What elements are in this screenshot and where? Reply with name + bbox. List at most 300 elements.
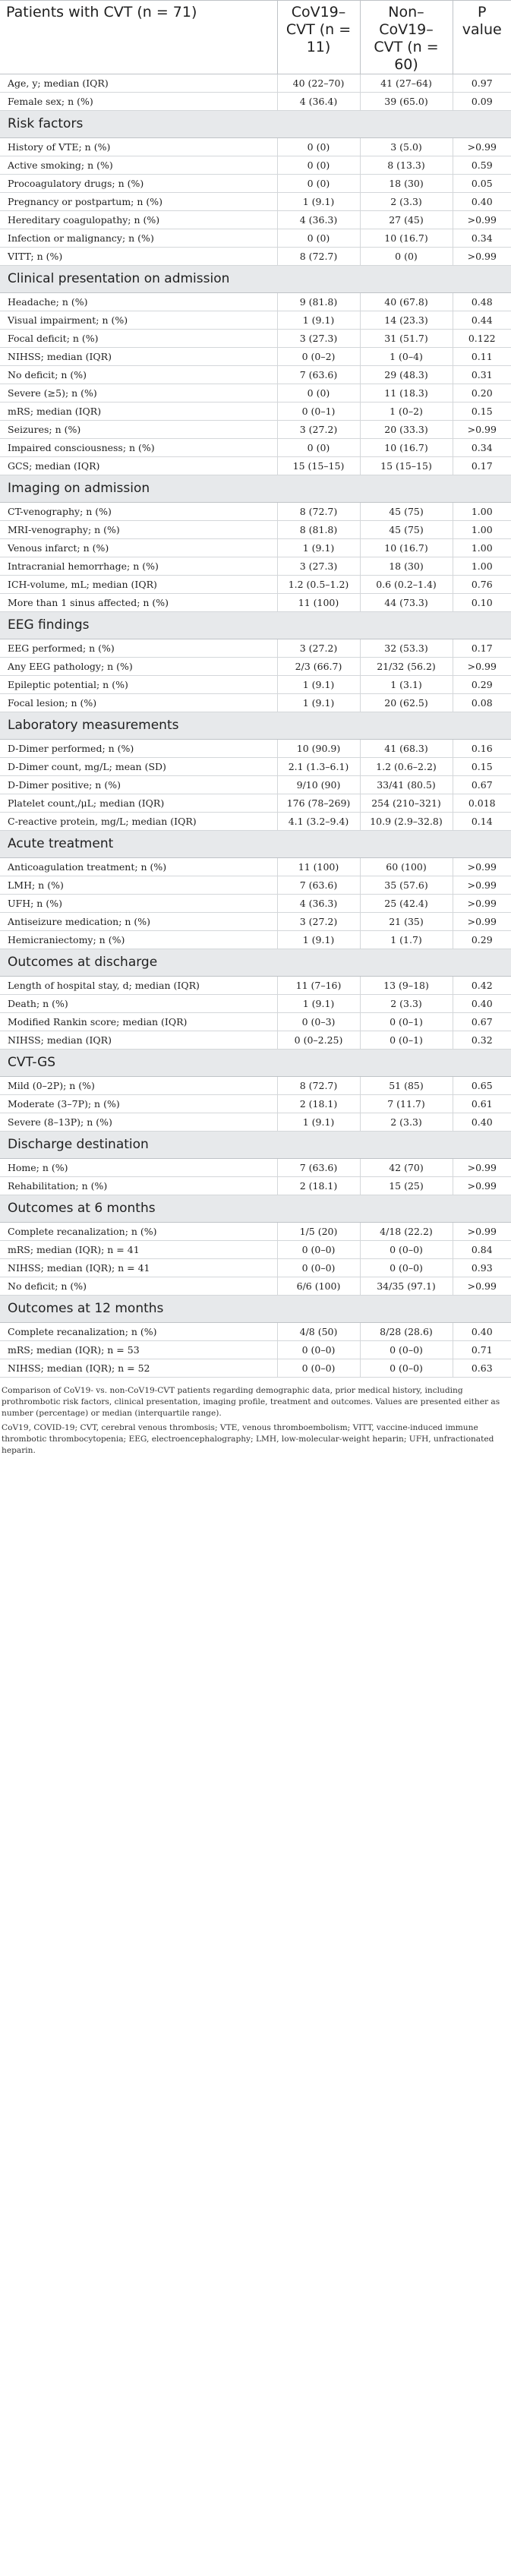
p-value: >0.99 <box>453 658 511 676</box>
p-value: 0.29 <box>453 676 511 694</box>
row-label: Focal deficit; n (%) <box>0 330 277 348</box>
non-cov19-cvt-value: 20 (33.3) <box>360 421 453 439</box>
cov19-cvt-value: 0 (0) <box>277 384 360 402</box>
cov19-cvt-value: 6/6 (100) <box>277 1277 360 1296</box>
p-value: 0.67 <box>453 776 511 794</box>
row-label: Procoagulatory drugs; n (%) <box>0 175 277 193</box>
p-value: 0.71 <box>453 1341 511 1359</box>
cov19-cvt-value: 0 (0) <box>277 175 360 193</box>
cov19-cvt-value: 1 (9.1) <box>277 311 360 330</box>
row-label: D-Dimer count, mg/L; mean (SD) <box>0 758 277 776</box>
table-row <box>0 1077 511 1095</box>
p-value: >0.99 <box>453 876 511 895</box>
non-cov19-cvt-value: 8 (13.3) <box>360 156 453 175</box>
non-cov19-cvt-value: 31 (51.7) <box>360 330 453 348</box>
p-value: 0.09 <box>453 93 511 111</box>
non-cov19-cvt-value: 8/28 (28.6) <box>360 1323 453 1341</box>
non-cov19-cvt-value: 0 (0) <box>360 248 453 266</box>
section-header-row <box>0 712 511 740</box>
p-value: 0.40 <box>453 1113 511 1132</box>
p-value: 0.11 <box>453 348 511 366</box>
table-row <box>0 1277 511 1296</box>
p-value: >0.99 <box>453 1223 511 1241</box>
row-label: Antiseizure medication; n (%) <box>0 913 277 931</box>
non-cov19-cvt-value: 21 (35) <box>360 913 453 931</box>
row-label: Intracranial hemorrhage; n (%) <box>0 557 277 576</box>
row-label: Length of hospital stay, d; median (IQR) <box>0 977 277 995</box>
p-value: 0.018 <box>453 794 511 813</box>
p-value: 0.34 <box>453 229 511 248</box>
cov19-cvt-value: 10 (90.9) <box>277 740 360 758</box>
cov19-cvt-value: 3 (27.2) <box>277 421 360 439</box>
row-label: Home; n (%) <box>0 1159 277 1177</box>
table-row <box>0 876 511 895</box>
header-cov19-cvt: CoV19–CVT (n = 11) <box>277 1 360 74</box>
table-row <box>0 1031 511 1050</box>
cov19-cvt-value: 4.1 (3.2–9.4) <box>277 813 360 831</box>
non-cov19-cvt-value: 20 (62.5) <box>360 694 453 712</box>
non-cov19-cvt-value: 14 (23.3) <box>360 311 453 330</box>
non-cov19-cvt-value: 45 (75) <box>360 503 453 521</box>
p-value: >0.99 <box>453 895 511 913</box>
table-row <box>0 421 511 439</box>
non-cov19-cvt-value: 2 (3.3) <box>360 1113 453 1132</box>
table-row <box>0 193 511 211</box>
non-cov19-cvt-value: 0 (0–1) <box>360 1013 453 1031</box>
table-row <box>0 521 511 539</box>
p-value: 0.17 <box>453 457 511 475</box>
cov19-cvt-value: 1 (9.1) <box>277 694 360 712</box>
non-cov19-cvt-value: 2 (3.3) <box>360 193 453 211</box>
p-value: 0.40 <box>453 193 511 211</box>
non-cov19-cvt-value: 3 (5.0) <box>360 138 453 156</box>
p-value: >0.99 <box>453 248 511 266</box>
non-cov19-cvt-value: 13 (9–18) <box>360 977 453 995</box>
p-value: 1.00 <box>453 539 511 557</box>
p-value: 0.40 <box>453 995 511 1013</box>
p-value: 0.67 <box>453 1013 511 1031</box>
p-value: >0.99 <box>453 858 511 876</box>
non-cov19-cvt-value: 2 (3.3) <box>360 995 453 1013</box>
p-value: 0.05 <box>453 175 511 193</box>
p-value: 0.16 <box>453 740 511 758</box>
non-cov19-cvt-value: 15 (15–15) <box>360 457 453 475</box>
table-row <box>0 457 511 475</box>
p-value: 0.08 <box>453 694 511 712</box>
cov19-cvt-value: 3 (27.2) <box>277 639 360 658</box>
p-value: 1.00 <box>453 557 511 576</box>
table-row <box>0 503 511 521</box>
p-value: >0.99 <box>453 1159 511 1177</box>
non-cov19-cvt-value: 41 (27–64) <box>360 74 453 93</box>
non-cov19-cvt-value: 0.6 (0.2–1.4) <box>360 576 453 594</box>
p-value: 1.00 <box>453 521 511 539</box>
non-cov19-cvt-value: 25 (42.4) <box>360 895 453 913</box>
table-row <box>0 931 511 949</box>
table-row <box>0 93 511 111</box>
p-value: 0.15 <box>453 402 511 421</box>
table-row <box>0 1013 511 1031</box>
table-row <box>0 977 511 995</box>
cov19-cvt-value: 11 (100) <box>277 858 360 876</box>
non-cov19-cvt-value: 44 (73.3) <box>360 594 453 612</box>
non-cov19-cvt-value: 11 (18.3) <box>360 384 453 402</box>
p-value: 0.10 <box>453 594 511 612</box>
table-footnotes <box>0 1378 511 1457</box>
row-label: Focal lesion; n (%) <box>0 694 277 712</box>
p-value: 0.48 <box>453 293 511 311</box>
table-row <box>0 895 511 913</box>
non-cov19-cvt-value: 1 (1.7) <box>360 931 453 949</box>
table-row <box>0 175 511 193</box>
non-cov19-cvt-value: 18 (30) <box>360 557 453 576</box>
cov19-cvt-value: 176 (78–269) <box>277 794 360 813</box>
cov19-cvt-value: 0 (0–0) <box>277 1241 360 1259</box>
section-header-row <box>0 475 511 503</box>
p-value: 0.76 <box>453 576 511 594</box>
non-cov19-cvt-value: 0 (0–1) <box>360 1031 453 1050</box>
p-value: >0.99 <box>453 421 511 439</box>
non-cov19-cvt-value: 1 (3.1) <box>360 676 453 694</box>
p-value: 0.32 <box>453 1031 511 1050</box>
non-cov19-cvt-value: 18 (30) <box>360 175 453 193</box>
row-label: No deficit; n (%) <box>0 366 277 384</box>
table-row <box>0 913 511 931</box>
cov19-cvt-value: 7 (63.6) <box>277 366 360 384</box>
cov19-cvt-value: 8 (81.8) <box>277 521 360 539</box>
cov19-cvt-value: 8 (72.7) <box>277 248 360 266</box>
non-cov19-cvt-value: 1 (0–4) <box>360 348 453 366</box>
table-row <box>0 1323 511 1341</box>
table-row <box>0 658 511 676</box>
row-label: EEG performed; n (%) <box>0 639 277 658</box>
table-row <box>0 348 511 366</box>
table-row <box>0 758 511 776</box>
table-row <box>0 311 511 330</box>
p-value: 0.15 <box>453 758 511 776</box>
p-value: 0.42 <box>453 977 511 995</box>
cov19-cvt-value: 2 (18.1) <box>277 1095 360 1113</box>
p-value: 0.59 <box>453 156 511 175</box>
non-cov19-cvt-value: 0 (0–0) <box>360 1259 453 1277</box>
p-value: 1.00 <box>453 503 511 521</box>
non-cov19-cvt-value: 15 (25) <box>360 1177 453 1195</box>
non-cov19-cvt-value: 254 (210–321) <box>360 794 453 813</box>
p-value: 0.34 <box>453 439 511 457</box>
non-cov19-cvt-value: 41 (68.3) <box>360 740 453 758</box>
row-label: Epileptic potential; n (%) <box>0 676 277 694</box>
row-label: Female sex; n (%) <box>0 93 277 111</box>
non-cov19-cvt-value: 0 (0–0) <box>360 1241 453 1259</box>
section-title: Outcomes at discharge <box>0 949 511 977</box>
section-title: CVT-GS <box>0 1050 511 1077</box>
row-label: Complete recanalization; n (%) <box>0 1223 277 1241</box>
table-row <box>0 694 511 712</box>
table-row <box>0 813 511 831</box>
non-cov19-cvt-value: 60 (100) <box>360 858 453 876</box>
table-row <box>0 330 511 348</box>
table-row <box>0 138 511 156</box>
row-label: NIHSS; median (IQR); n = 41 <box>0 1259 277 1277</box>
section-header-row <box>0 1296 511 1323</box>
section-header-row <box>0 831 511 858</box>
row-label: Severe (≥5); n (%) <box>0 384 277 402</box>
non-cov19-cvt-value: 45 (75) <box>360 521 453 539</box>
cov19-cvt-value: 3 (27.3) <box>277 330 360 348</box>
table-row <box>0 1159 511 1177</box>
row-label: NIHSS; median (IQR) <box>0 348 277 366</box>
section-title: Imaging on admission <box>0 475 511 503</box>
row-label: GCS; median (IQR) <box>0 457 277 475</box>
cov19-cvt-value: 4/8 (50) <box>277 1323 360 1341</box>
table-row <box>0 740 511 758</box>
row-label: Hereditary coagulopathy; n (%) <box>0 211 277 229</box>
table-header <box>0 1 511 74</box>
row-label: Modified Rankin score; median (IQR) <box>0 1013 277 1031</box>
table-row <box>0 1113 511 1132</box>
footnote-summary: Comparison of CoV19- vs. non-CoV19-CVT patients regarding demographic data, prior medical history, including prothrombotic risk factors, clinical presentation, imaging profile, treatment and outcomes. Values are presented either as number (percentage) or median (interquartile range). <box>2 1386 500 1418</box>
row-label: Mild (0–2P); n (%) <box>0 1077 277 1095</box>
cov19-cvt-value: 1 (9.1) <box>277 676 360 694</box>
cov19-cvt-value: 0 (0) <box>277 439 360 457</box>
table-row <box>0 1177 511 1195</box>
cov19-cvt-value: 1 (9.1) <box>277 995 360 1013</box>
table-row <box>0 576 511 594</box>
row-label: UFH; n (%) <box>0 895 277 913</box>
cov19-cvt-value: 1 (9.1) <box>277 539 360 557</box>
cov19-cvt-value: 0 (0–0) <box>277 1341 360 1359</box>
non-cov19-cvt-value: 21/32 (56.2) <box>360 658 453 676</box>
row-label: D-Dimer performed; n (%) <box>0 740 277 758</box>
row-label: Platelet count,/μL; median (IQR) <box>0 794 277 813</box>
table-row <box>0 858 511 876</box>
table-row <box>0 794 511 813</box>
p-value: 0.40 <box>453 1323 511 1341</box>
non-cov19-cvt-value: 1 (0–2) <box>360 402 453 421</box>
table-row <box>0 1241 511 1259</box>
table-row <box>0 776 511 794</box>
cov19-cvt-value: 15 (15–15) <box>277 457 360 475</box>
cov19-cvt-value: 2/3 (66.7) <box>277 658 360 676</box>
p-value: 0.84 <box>453 1241 511 1259</box>
cov19-cvt-value: 8 (72.7) <box>277 1077 360 1095</box>
section-header-row <box>0 1050 511 1077</box>
row-label: Pregnancy or postpartum; n (%) <box>0 193 277 211</box>
p-value: >0.99 <box>453 211 511 229</box>
row-label: ICH-volume, mL; median (IQR) <box>0 576 277 594</box>
cov19-cvt-value: 9 (81.8) <box>277 293 360 311</box>
section-title: Discharge destination <box>0 1132 511 1159</box>
table-row <box>0 384 511 402</box>
table-row <box>0 539 511 557</box>
p-value: 0.31 <box>453 366 511 384</box>
p-value: >0.99 <box>453 1277 511 1296</box>
row-label: Visual impairment; n (%) <box>0 311 277 330</box>
table-row <box>0 211 511 229</box>
cov19-cvt-value: 0 (0–2.25) <box>277 1031 360 1050</box>
non-cov19-cvt-value: 34/35 (97.1) <box>360 1277 453 1296</box>
cov19-cvt-value: 0 (0) <box>277 229 360 248</box>
row-label: VITT; n (%) <box>0 248 277 266</box>
row-label: C-reactive protein, mg/L; median (IQR) <box>0 813 277 831</box>
row-label: NIHSS; median (IQR); n = 52 <box>0 1359 277 1378</box>
cov19-cvt-value: 7 (63.6) <box>277 876 360 895</box>
row-label: Impaired consciousness; n (%) <box>0 439 277 457</box>
table-row <box>0 676 511 694</box>
cov19-cvt-value: 0 (0) <box>277 156 360 175</box>
row-label: NIHSS; median (IQR) <box>0 1031 277 1050</box>
non-cov19-cvt-value: 1.2 (0.6–2.2) <box>360 758 453 776</box>
row-label: Severe (8–13P); n (%) <box>0 1113 277 1132</box>
table-row <box>0 156 511 175</box>
row-label: CT-venography; n (%) <box>0 503 277 521</box>
section-header-row <box>0 266 511 293</box>
row-label: Moderate (3–7P); n (%) <box>0 1095 277 1113</box>
non-cov19-cvt-value: 10 (16.7) <box>360 229 453 248</box>
row-label: More than 1 sinus affected; n (%) <box>0 594 277 612</box>
table-row <box>0 1359 511 1378</box>
cov19-cvt-value: 0 (0–1) <box>277 402 360 421</box>
p-value: 0.61 <box>453 1095 511 1113</box>
row-label: Infection or malignancy; n (%) <box>0 229 277 248</box>
section-title: EEG findings <box>0 612 511 639</box>
cov19-cvt-value: 40 (22–70) <box>277 74 360 93</box>
p-value: 0.97 <box>453 74 511 93</box>
table-row <box>0 248 511 266</box>
non-cov19-cvt-value: 0 (0–0) <box>360 1341 453 1359</box>
cov19-cvt-value: 3 (27.3) <box>277 557 360 576</box>
non-cov19-cvt-value: 7 (11.7) <box>360 1095 453 1113</box>
p-value: 0.44 <box>453 311 511 330</box>
cov19-cvt-value: 11 (7–16) <box>277 977 360 995</box>
table-row <box>0 1341 511 1359</box>
non-cov19-cvt-value: 39 (65.0) <box>360 93 453 111</box>
cov19-cvt-value: 0 (0–0) <box>277 1259 360 1277</box>
table-row <box>0 594 511 612</box>
table-body <box>0 74 511 1378</box>
table-row <box>0 402 511 421</box>
cov19-cvt-value: 4 (36.3) <box>277 211 360 229</box>
row-label: Complete recanalization; n (%) <box>0 1323 277 1341</box>
cov19-cvt-value: 1 (9.1) <box>277 931 360 949</box>
cov19-cvt-value: 0 (0–3) <box>277 1013 360 1031</box>
p-value: 0.122 <box>453 330 511 348</box>
non-cov19-cvt-value: 29 (48.3) <box>360 366 453 384</box>
section-title: Acute treatment <box>0 831 511 858</box>
cov19-cvt-value: 4 (36.4) <box>277 93 360 111</box>
cov19-cvt-value: 7 (63.6) <box>277 1159 360 1177</box>
cov19-cvt-value: 0 (0–2) <box>277 348 360 366</box>
cov19-cvt-value: 1/5 (20) <box>277 1223 360 1241</box>
p-value: >0.99 <box>453 138 511 156</box>
cov19-cvt-value: 2.1 (1.3–6.1) <box>277 758 360 776</box>
cov19-cvt-value: 1 (9.1) <box>277 193 360 211</box>
row-label: Death; n (%) <box>0 995 277 1013</box>
p-value: 0.63 <box>453 1359 511 1378</box>
section-header-row <box>0 111 511 138</box>
non-cov19-cvt-value: 27 (45) <box>360 211 453 229</box>
p-value: 0.29 <box>453 931 511 949</box>
table-row <box>0 293 511 311</box>
p-value: >0.99 <box>453 913 511 931</box>
section-header-row <box>0 949 511 977</box>
p-value: 0.65 <box>453 1077 511 1095</box>
row-label: No deficit; n (%) <box>0 1277 277 1296</box>
cov19-cvt-value: 11 (100) <box>277 594 360 612</box>
footnote-abbreviations: CoV19, COVID-19; CVT, cerebral venous thrombosis; VTE, venous thromboembolism; VITT, vaccine-induced immune thrombotic thrombocytopenia; EEG, electroencephalography; LMH, low-molecular-weight heparin; UFH, unfractionated heparin. <box>2 1423 494 1455</box>
row-label: D-Dimer positive; n (%) <box>0 776 277 794</box>
row-label: History of VTE; n (%) <box>0 138 277 156</box>
non-cov19-cvt-value: 0 (0–0) <box>360 1359 453 1378</box>
non-cov19-cvt-value: 4/18 (22.2) <box>360 1223 453 1241</box>
cov19-cvt-value: 0 (0) <box>277 138 360 156</box>
row-label: Headache; n (%) <box>0 293 277 311</box>
section-header-row <box>0 1132 511 1159</box>
section-header-row <box>0 1195 511 1223</box>
row-label: Anticoagulation treatment; n (%) <box>0 858 277 876</box>
p-value: >0.99 <box>453 1177 511 1195</box>
section-header-row <box>0 612 511 639</box>
non-cov19-cvt-value: 32 (53.3) <box>360 639 453 658</box>
cov19-cvt-value: 0 (0–0) <box>277 1359 360 1378</box>
non-cov19-cvt-value: 35 (57.6) <box>360 876 453 895</box>
header-non-cov19-cvt: Non–CoV19–CVT (n = 60) <box>360 1 453 74</box>
non-cov19-cvt-value: 10.9 (2.9–32.8) <box>360 813 453 831</box>
header-patients: Patients with CVT (n = 71) <box>0 1 277 74</box>
cov19-cvt-value: 1.2 (0.5–1.2) <box>277 576 360 594</box>
row-label: Seizures; n (%) <box>0 421 277 439</box>
row-label: Rehabilitation; n (%) <box>0 1177 277 1195</box>
p-value: 0.93 <box>453 1259 511 1277</box>
p-value: 0.17 <box>453 639 511 658</box>
section-title: Laboratory measurements <box>0 712 511 740</box>
p-value: 0.20 <box>453 384 511 402</box>
non-cov19-cvt-value: 40 (67.8) <box>360 293 453 311</box>
non-cov19-cvt-value: 10 (16.7) <box>360 439 453 457</box>
table-row <box>0 995 511 1013</box>
p-value: 0.14 <box>453 813 511 831</box>
non-cov19-cvt-value: 51 (85) <box>360 1077 453 1095</box>
section-title: Outcomes at 12 months <box>0 1296 511 1323</box>
table-row <box>0 74 511 93</box>
cov19-cvt-value: 1 (9.1) <box>277 1113 360 1132</box>
cov19-cvt-value: 8 (72.7) <box>277 503 360 521</box>
row-label: Hemicraniectomy; n (%) <box>0 931 277 949</box>
table-row <box>0 229 511 248</box>
row-label: mRS; median (IQR) <box>0 402 277 421</box>
row-label: LMH; n (%) <box>0 876 277 895</box>
row-label: MRI-venography; n (%) <box>0 521 277 539</box>
table-row <box>0 1095 511 1113</box>
cov19-cvt-value: 2 (18.1) <box>277 1177 360 1195</box>
row-label: mRS; median (IQR); n = 53 <box>0 1341 277 1359</box>
table-row <box>0 557 511 576</box>
non-cov19-cvt-value: 10 (16.7) <box>360 539 453 557</box>
row-label: Any EEG pathology; n (%) <box>0 658 277 676</box>
row-label: Active smoking; n (%) <box>0 156 277 175</box>
section-title: Risk factors <box>0 111 511 138</box>
table-row <box>0 1259 511 1277</box>
row-label: Age, y; median (IQR) <box>0 74 277 93</box>
cov19-cvt-value: 4 (36.3) <box>277 895 360 913</box>
cov19-cvt-value: 3 (27.2) <box>277 913 360 931</box>
table-row <box>0 639 511 658</box>
table-row <box>0 366 511 384</box>
non-cov19-cvt-value: 42 (70) <box>360 1159 453 1177</box>
row-label: mRS; median (IQR); n = 41 <box>0 1241 277 1259</box>
cov19-cvt-value: 9/10 (90) <box>277 776 360 794</box>
section-title: Clinical presentation on admission <box>0 266 511 293</box>
